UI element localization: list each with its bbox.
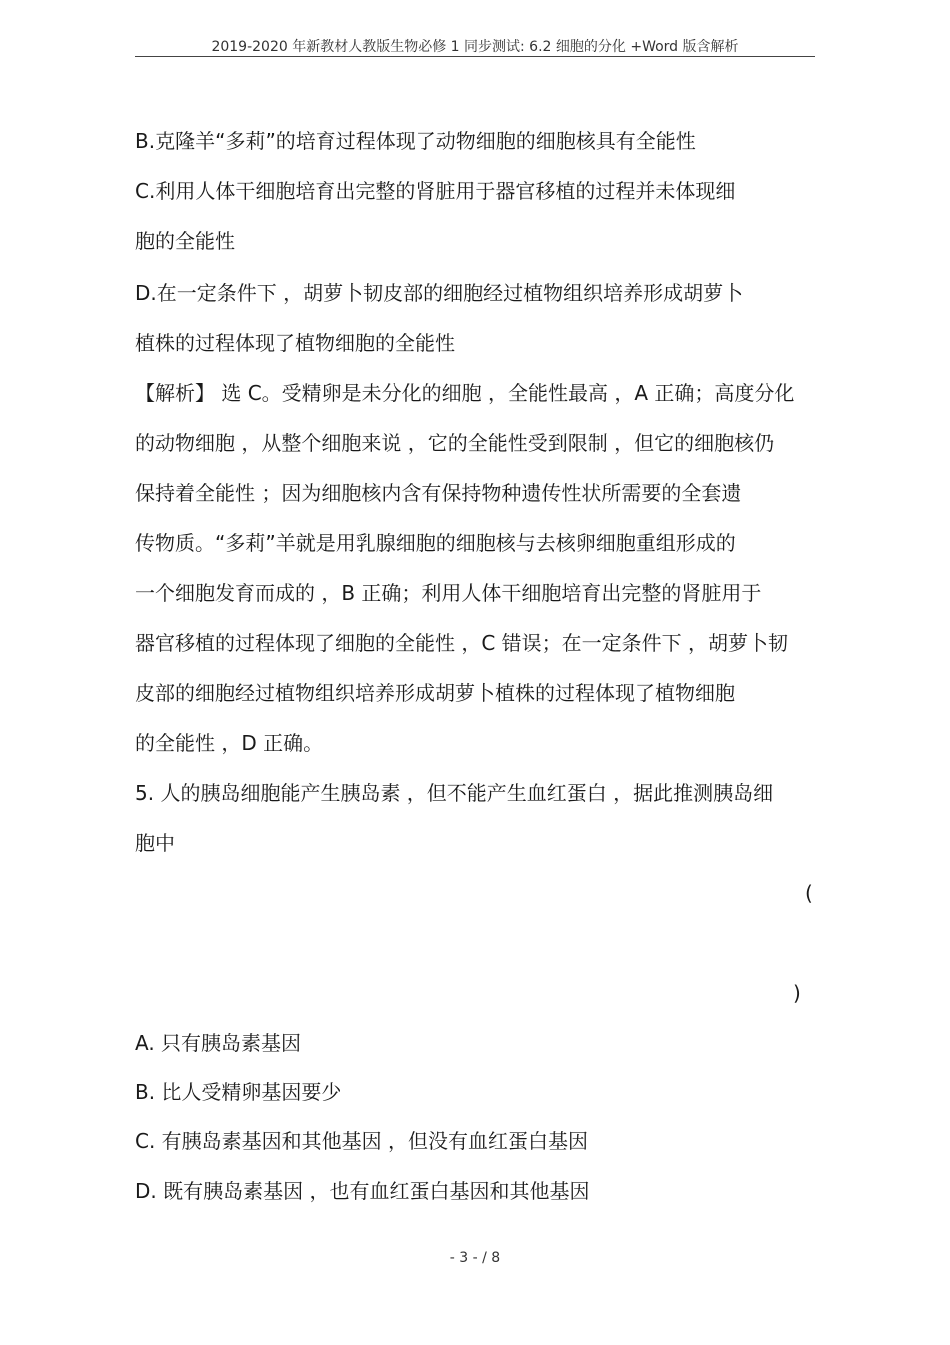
question-5-option-b: B. 比人受精卵基因要少 — [135, 1080, 342, 1104]
question-5-line-2: 胞中 — [135, 831, 175, 855]
question-5-option-a: A. 只有胰岛素基因 — [135, 1031, 302, 1055]
option-c-line-1: C.利用人体干细胞培育出完整的肾脏用于器官移植的过程并未体现细 — [135, 179, 736, 203]
option-c-line-2: 胞的全能性 — [135, 229, 235, 253]
question-5-line-1: 5. 人的胰岛细胞能产生胰岛素 ，但不能产生血红蛋白 ，据此推测胰岛细 — [135, 781, 774, 805]
analysis-line-8: 的全能性 ，D 正确。 — [135, 731, 324, 755]
page-header: 2019-2020 年新教材人教版生物必修 1 同步测试: 6.2 细胞的分化 +Word 版含解析 — [211, 39, 739, 55]
analysis-line-7: 皮部的细胞经过植物组织培养形成胡萝卜植株的过程体现了植物细胞 — [135, 681, 735, 705]
question-5-option-c: C. 有胰岛素基因和其他基因 ，但没有血红蛋白基因 — [135, 1129, 589, 1153]
page-number: - 3 - / 8 — [449, 1250, 501, 1266]
header-divider — [135, 56, 815, 57]
analysis-line-3: 保持着全能性 ；因为细胞核内含有保持物种遗传性状所需要的全套遗 — [135, 481, 742, 505]
analysis-line-6: 器官移植的过程体现了细胞的全能性 ，C 错误；在一定条件下 ，胡萝卜韧 — [135, 631, 789, 655]
option-b-line: B.克隆羊“多莉”的培育过程体现了动物细胞的细胞核具有全能性 — [135, 129, 696, 153]
analysis-line-4: 传物质。“多莉”羊就是用乳腺细胞的细胞核与去核卵细胞重组形成的 — [135, 531, 736, 555]
answer-bracket-close: ) — [793, 981, 801, 1005]
analysis-line-1: 【解析】 选 C。受精卵是未分化的细胞 ，全能性最高 ，A 正确；高度分化 — [135, 381, 795, 405]
analysis-line-2: 的动物细胞 ，从整个细胞来说 ，它的全能性受到限制 ，但它的细胞核仍 — [135, 431, 775, 455]
analysis-line-5: 一个细胞发育而成的 ，B 正确；利用人体干细胞培育出完整的肾脏用于 — [135, 581, 762, 605]
question-5-option-d: D. 既有胰岛素基因 ，也有血红蛋白基因和其他基因 — [135, 1179, 590, 1203]
answer-bracket-open: ( — [805, 881, 813, 905]
option-d-line-2: 植株的过程体现了植物细胞的全能性 — [135, 331, 455, 355]
option-d-line-1: D.在一定条件下 ，胡萝卜韧皮部的细胞经过植物组织培养形成胡萝卜 — [135, 281, 744, 305]
